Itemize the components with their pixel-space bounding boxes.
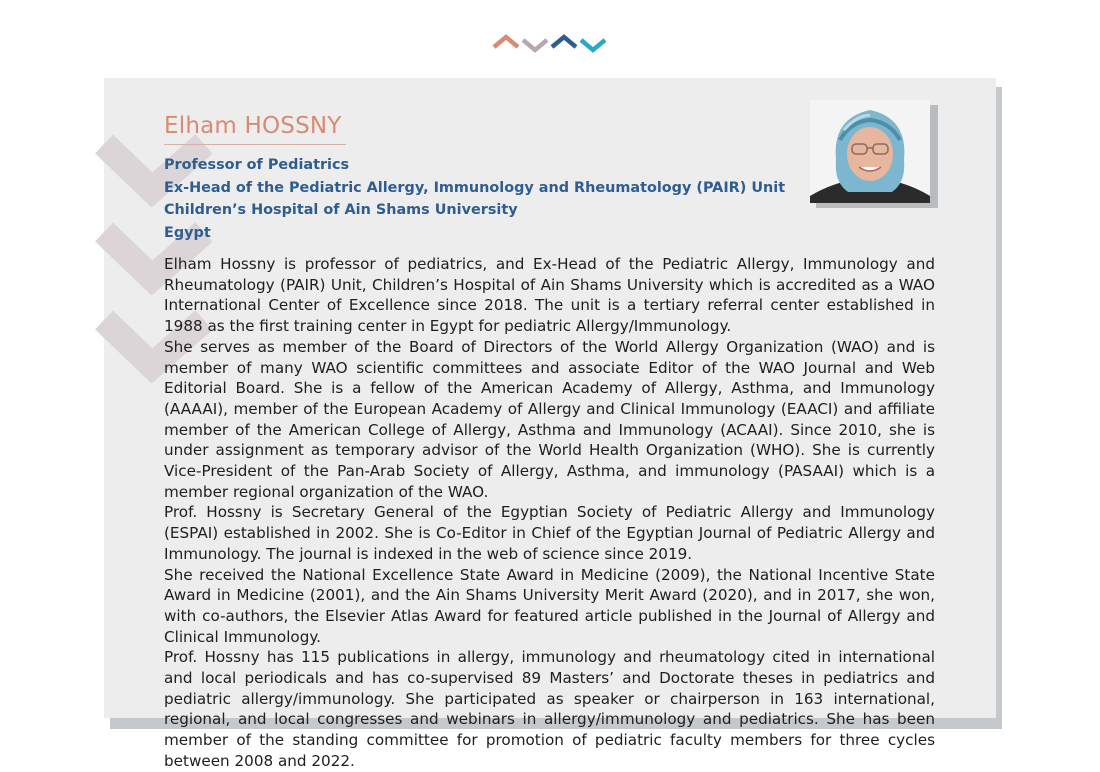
chevron-up-icon xyxy=(494,37,518,47)
bio-paragraph: Elham Hossny is professor of pediatrics, and Ex-Head of the Pediatric Allergy, Immunology and Rheumatology (PAIR) Unit, Children’s Hospital of Ain Shams University which is accredited as a WAO International Center of Excellence since 2018. The unit is a tertiary referral center established in 1988 as the first training center in Egypt for pediatric Allergy/Immunology. xyxy=(164,255,935,336)
chevron-up-icon xyxy=(552,37,576,47)
profile-card xyxy=(104,78,996,770)
profile-photo xyxy=(810,100,930,203)
bio-paragraph: Prof. Hossny is Secretary General of the Egyptian Society of Pediatric Allergy and Immunology (ESPAI) established in 2002. She is Co-Editor in Chief of the Egyptian Journal of Pediatric Allergy and Immunology. The journal is indexed in the web of science since 2019. xyxy=(164,503,935,563)
portrait-image xyxy=(810,100,930,203)
bio-paragraph: Prof. Hossny has 115 publications in allergy, immunology and rheumatology cited in international and local periodicals and has co-supervised 89 Masters’ and Doctorate theses in pediatrics and pediatric allergy/immunology. She participated as speaker or chairperson in 163 international, regional, and local congresses and webinars in allergy/immunology and pediatrics. She has been member of the standing committee for promotion of pediatric faculty members for three cycles between 2008 and 2022. xyxy=(164,648,935,770)
profile-institution: Children’s Hospital of Ain Shams University xyxy=(164,202,518,218)
bio-paragraph: She serves as member of the Board of Directors of the World Allergy Organization (WAO) and is member of many WAO scientific committees and associate Editor of the WAO Journal and Web Editorial Board. She is a fellow of the American Academy of Allergy, Asthma, and Immunology (AAAAI), member of the European Academy of Allergy and Clinical Immunology (EAACI) and affiliate member of the American College of Allergy, Asthma and Immunology (ACAAI). Since 2010, she is under assignment as temporary advisor of the World Health Organization (WHO). She is currently Vice-President of the Pan-Arab Society of Allergy, Asthma, and immunology (PASAAI) which is a member regional organization of the WAO. xyxy=(164,337,935,501)
chevron-down-icon xyxy=(581,40,605,50)
bio-paragraph: She received the National Excellence State Award in Medicine (2009), the National Incentive State Award in Medicine (2001), and the Ain Shams University Merit Award (2020), and in 2017, she won, with co-authors, the Elsevier Atlas Award for featured article published in the Journal of Allergy and Clinical Immunology. xyxy=(164,565,935,646)
chevron-down-icon xyxy=(523,40,547,50)
profile-title-list xyxy=(164,154,785,244)
profile-name: Elham HOSSNY xyxy=(164,113,342,139)
profile-position: Professor of Pediatrics xyxy=(164,157,350,173)
profile-former-role: Ex-Head of the Pediatric Allergy, Immunology and Rheumatology (PAIR) Unit xyxy=(164,179,786,196)
profile-country: Egypt xyxy=(164,224,211,241)
profile-biography xyxy=(164,254,935,772)
chevron-decoration xyxy=(491,33,611,55)
name-divider xyxy=(164,144,346,145)
